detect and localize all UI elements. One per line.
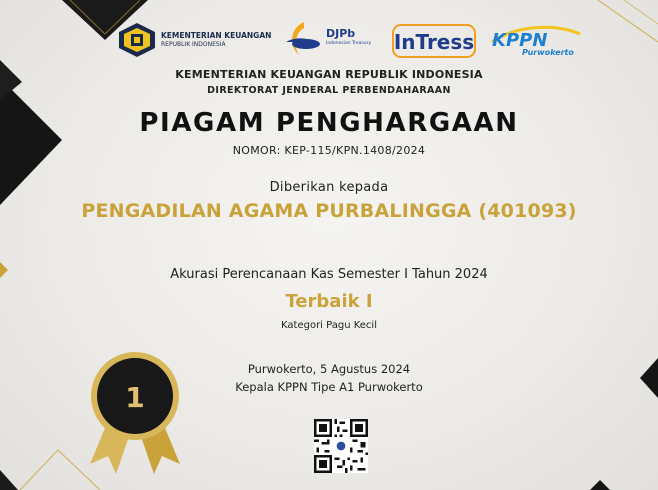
logo-row [118, 20, 588, 60]
djpb-name: DJPb [326, 27, 356, 40]
djpb-logo [284, 20, 371, 58]
place-date: Purwokerto, 5 Agustus 2024 [247, 362, 411, 376]
top-right-gold-line [598, 0, 658, 42]
intress-logo [392, 23, 476, 59]
rank-label: Terbaik I [285, 291, 373, 312]
djpb-emblem-icon [284, 20, 324, 58]
kppn-wordmark [488, 22, 582, 58]
signer-title: Kepala KPPN Tipe A1 Purwokerto [235, 380, 423, 394]
intress-wordmark [392, 23, 476, 59]
given-to-label: Diberikan kepada [269, 180, 389, 195]
qr-code-icon [314, 419, 368, 473]
medal-number: 1 [125, 381, 145, 414]
category-label: Kategori Pagu Kecil [281, 320, 377, 331]
kemenkeu-emblem-icon [118, 22, 156, 58]
kppn-text: KPPN [492, 30, 548, 51]
intress-text: InTress [393, 30, 475, 54]
first-place-medal-icon [80, 346, 190, 486]
kppn-logo [488, 22, 582, 58]
bottom-left-corner [0, 470, 18, 490]
kemenkeu-name: KEMENTERIAN KEUANGAN [161, 31, 272, 40]
directorate-heading: DIREKTORAT JENDERAL PERBENDAHARAAN [207, 85, 451, 96]
kemenkeu-subname: REPUBLIK INDONESIA [161, 41, 226, 48]
kppn-subtext: Purwokerto [522, 48, 574, 57]
djpb-subname: Indonesian Treasury [326, 41, 372, 46]
certificate-number: NOMOR: KEP-115/KPN.1408/2024 [232, 144, 426, 157]
achievement-text: Akurasi Perencanaan Kas Semester I Tahun 2024 [170, 267, 488, 282]
kemenkeu-logo [118, 22, 271, 58]
recipient-name: PENGADILAN AGAMA PURBALINGGA (401093) [81, 200, 577, 222]
certificate-title: PIAGAM PENGHARGAAN [139, 108, 519, 138]
top-right-gold-line-2 [624, 0, 658, 24]
bottom-right-accent [590, 480, 610, 490]
ministry-heading: KEMENTERIAN KEUANGAN REPUBLIK INDONESIA [175, 68, 483, 81]
